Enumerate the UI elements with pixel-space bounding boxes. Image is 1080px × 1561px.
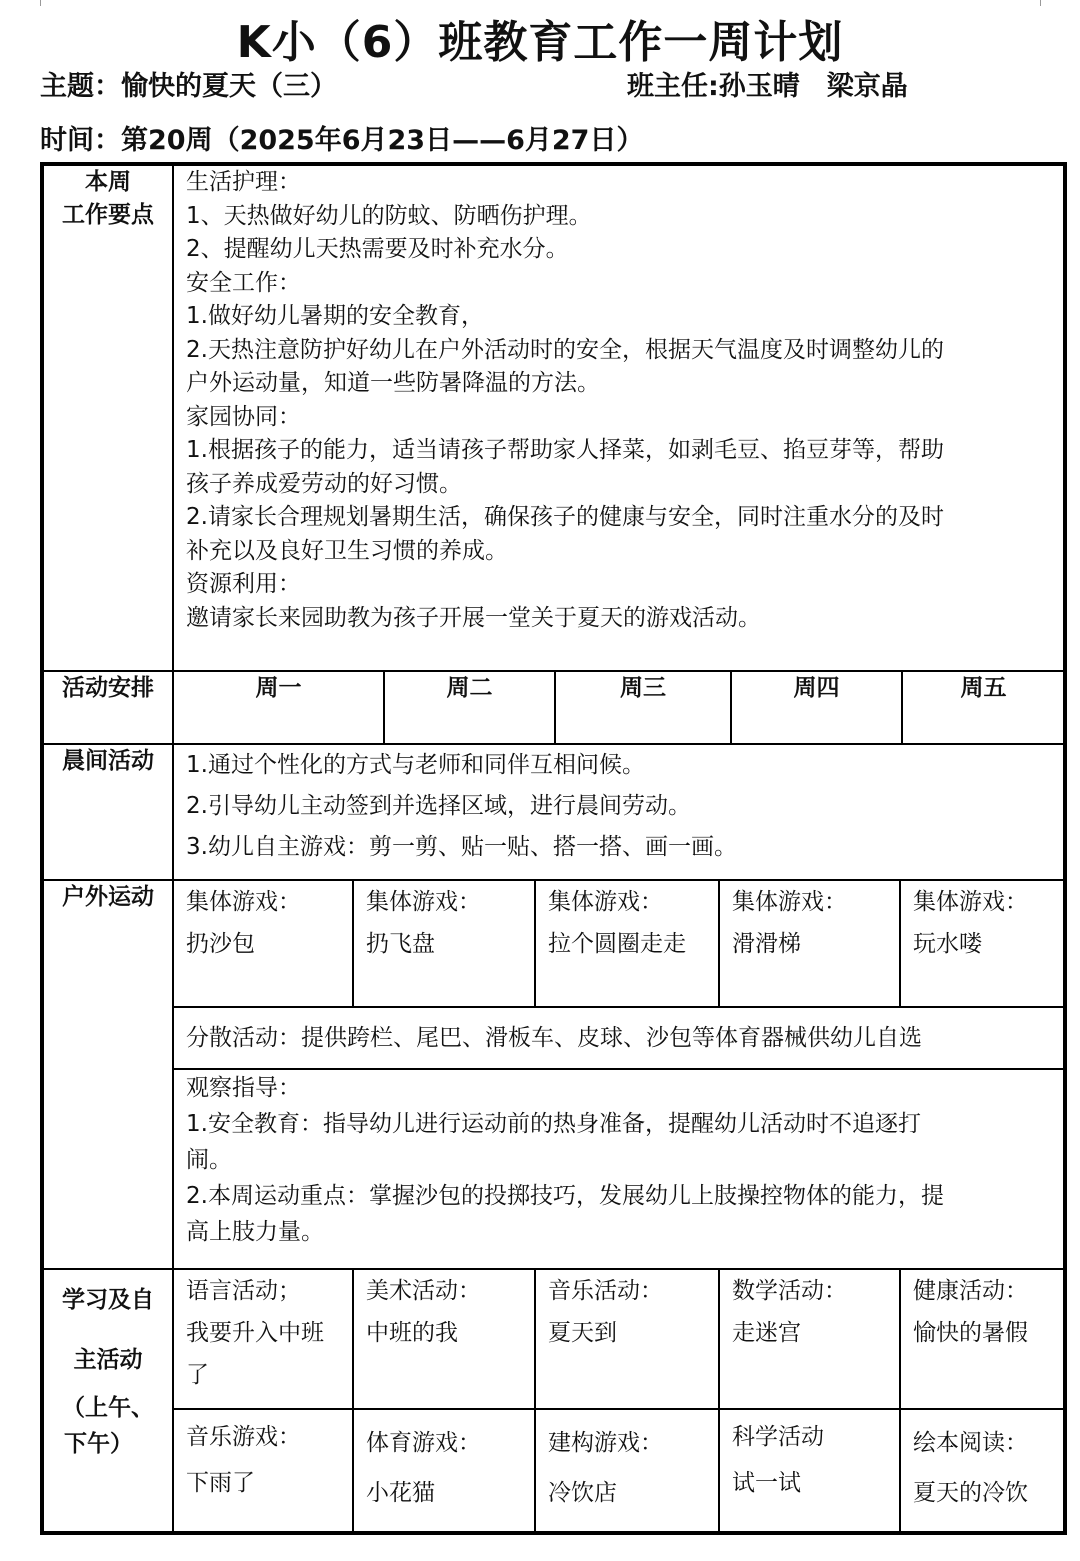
group-game-name: 扔飞盘 (366, 931, 435, 957)
observation-line: 1.安全教育：指导幼儿进行运动前的热身准备，提醒幼儿活动时不追逐打 (186, 1111, 921, 1137)
group-game-name: 拉个圆圈走走 (548, 931, 686, 957)
activity-name: 中班的我 (366, 1320, 458, 1346)
outdoor-games-row (42, 880, 1065, 1007)
group-game-name: 滑滑梯 (732, 931, 801, 957)
key-points-label (42, 164, 173, 671)
key-point-line: 资源利用： (186, 571, 301, 597)
key-point-line: 生活护理： (186, 169, 301, 195)
outdoor-label: 户外运动 (42, 880, 173, 1269)
morning-line: 3.幼儿自主游戏：剪一剪、贴一贴、搭一搭、画一画。 (186, 834, 737, 860)
teachers-text: 班主任:孙玉晴 梁京晶 (627, 71, 908, 102)
key-point-line: 邀请家长来园助教为孩子开展一堂关于夏天的游戏活动。 (186, 604, 761, 631)
activity-type: 音乐活动： (548, 1278, 663, 1304)
activity-name: 试一试 (732, 1470, 801, 1496)
learning-activity-cell (353, 1409, 535, 1533)
group-game-type: 集体游戏： (548, 889, 663, 915)
observation-line: 高上肢力量。 (186, 1219, 324, 1245)
scattered-activity: 分散活动：提供跨栏、尾巴、滑板车、皮球、沙包等体育器械供幼儿自选 (173, 1007, 1065, 1069)
activity-type: 健康活动： (913, 1278, 1028, 1304)
learning-label-line: 下午） (64, 1431, 133, 1457)
key-points-content (173, 164, 1065, 671)
group-game-cell (353, 880, 535, 1007)
group-game-type: 集体游戏： (913, 889, 1028, 915)
key-point-line: 1、天热做好幼儿的防蚊、防晒伤护理。 (186, 202, 592, 229)
learning-label-line: （上午、 (62, 1395, 154, 1421)
learning-label-line: 学习及自 (62, 1287, 154, 1313)
key-point-line: 家园协同： (186, 403, 301, 430)
day-header-cell (173, 671, 1065, 744)
activity-type: 体育游戏： (366, 1430, 481, 1456)
morning-line: 2.引导幼儿主动签到并选择区域，进行晨间劳动。 (186, 793, 691, 819)
activity-name: 小花猫 (366, 1480, 435, 1506)
schedule-header-row (42, 671, 1065, 744)
observation-content (173, 1069, 1065, 1269)
group-game-name: 扔沙包 (186, 931, 255, 957)
morning-label: 晨间活动 (42, 744, 173, 880)
activity-type: 科学活动 (732, 1424, 824, 1450)
schedule-label: 活动安排 (42, 671, 173, 744)
day-tuesday: 周二 (384, 672, 555, 743)
observation-line: 闹。 (186, 1147, 232, 1173)
observation-line: 2.本周运动重点：掌握沙包的投掷技巧，发展幼儿上肢操控物体的能力，提 (186, 1183, 944, 1209)
activity-name: 冷饮店 (548, 1480, 617, 1506)
key-points-row (42, 164, 1065, 671)
group-game-cell (900, 880, 1065, 1007)
activity-name: 愉快的暑假 (913, 1320, 1028, 1346)
activity-type: 数学活动： (732, 1278, 847, 1304)
learning-activity-cell (900, 1269, 1065, 1409)
key-points-label-line: 本周 (85, 169, 131, 195)
learning-activity-cell (535, 1409, 719, 1533)
learning-label-line: 主活动 (73, 1347, 143, 1373)
observation-line: 观察指导： (186, 1075, 301, 1101)
key-point-line: 补充以及良好卫生习惯的养成。 (186, 537, 508, 564)
activity-type: 音乐游戏： (186, 1424, 301, 1450)
learning-label (42, 1269, 173, 1533)
learning-activity-cell (719, 1409, 900, 1533)
activity-type: 语言活动； (186, 1278, 301, 1304)
day-header-table (174, 672, 1064, 743)
learning-row-2 (42, 1409, 1065, 1533)
learning-activity-cell (719, 1269, 900, 1409)
group-game-type: 集体游戏： (186, 889, 301, 915)
activity-type: 美术活动： (366, 1278, 481, 1304)
learning-activity-cell (173, 1269, 353, 1409)
activity-name: 夏天到 (548, 1320, 617, 1346)
learning-activity-cell (173, 1409, 353, 1533)
day-thursday: 周四 (731, 672, 902, 743)
group-game-cell (719, 880, 900, 1007)
learning-activity-cell (353, 1269, 535, 1409)
activity-name: 下雨了 (186, 1470, 255, 1496)
theme-text: 主题：愉快的夏天（三） (40, 71, 337, 102)
outdoor-observation-row (42, 1069, 1065, 1269)
key-point-line: 孩子养成爱劳动的好习惯。 (186, 470, 462, 497)
learning-activity-cell (900, 1409, 1065, 1533)
learning-activity-cell (535, 1269, 719, 1409)
key-point-line: 安全工作： (186, 269, 301, 296)
time-text: 时间：第20周（2025年6月23日——6月27日） (40, 125, 644, 156)
morning-line: 1.通过个性化的方式与老师和同伴互相问候。 (186, 752, 645, 778)
outdoor-scattered-row (42, 1007, 1065, 1069)
group-game-type: 集体游戏： (732, 889, 847, 915)
page-title: K小（6）班教育工作一周计划 (236, 17, 844, 68)
key-point-line: 2、提醒幼儿天热需要及时补充水分。 (186, 236, 569, 262)
key-point-line: 1.根据孩子的能力，适当请孩子帮助家人择菜，如剥毛豆、掐豆芽等，帮助 (186, 437, 944, 463)
group-game-cell (535, 880, 719, 1007)
key-point-line: 1.做好幼儿暑期的安全教育， (186, 303, 484, 329)
weekly-plan-table (40, 162, 1067, 1535)
day-friday: 周五 (960, 675, 1007, 701)
key-point-line: 户外运动量，知道一些防暑降温的方法。 (186, 370, 600, 396)
activity-type: 绘本阅读： (913, 1430, 1028, 1456)
morning-content (173, 744, 1065, 880)
learning-row-1 (42, 1269, 1065, 1409)
group-game-name: 玩水喽 (913, 931, 982, 957)
activity-name: 夏天的冷饮 (913, 1480, 1028, 1506)
day-monday: 周一 (174, 672, 384, 743)
group-game-type: 集体游戏： (366, 889, 481, 915)
activity-name: 走迷宫 (732, 1320, 801, 1346)
activity-name: 我要升入中班 (186, 1320, 324, 1346)
morning-row (42, 744, 1065, 880)
day-wednesday: 周三 (555, 672, 731, 743)
group-game-cell (173, 880, 353, 1007)
activity-type: 建构游戏： (548, 1430, 663, 1456)
key-points-label-line: 工作要点 (62, 202, 154, 228)
key-point-line: 2.天热注意防护好幼儿在户外活动时的安全，根据天气温度及时调整幼儿的 (186, 336, 944, 363)
activity-name: 了 (186, 1362, 209, 1388)
key-point-line: 2.请家长合理规划暑期生活，确保孩子的健康与安全，同时注重水分的及时 (186, 504, 944, 530)
